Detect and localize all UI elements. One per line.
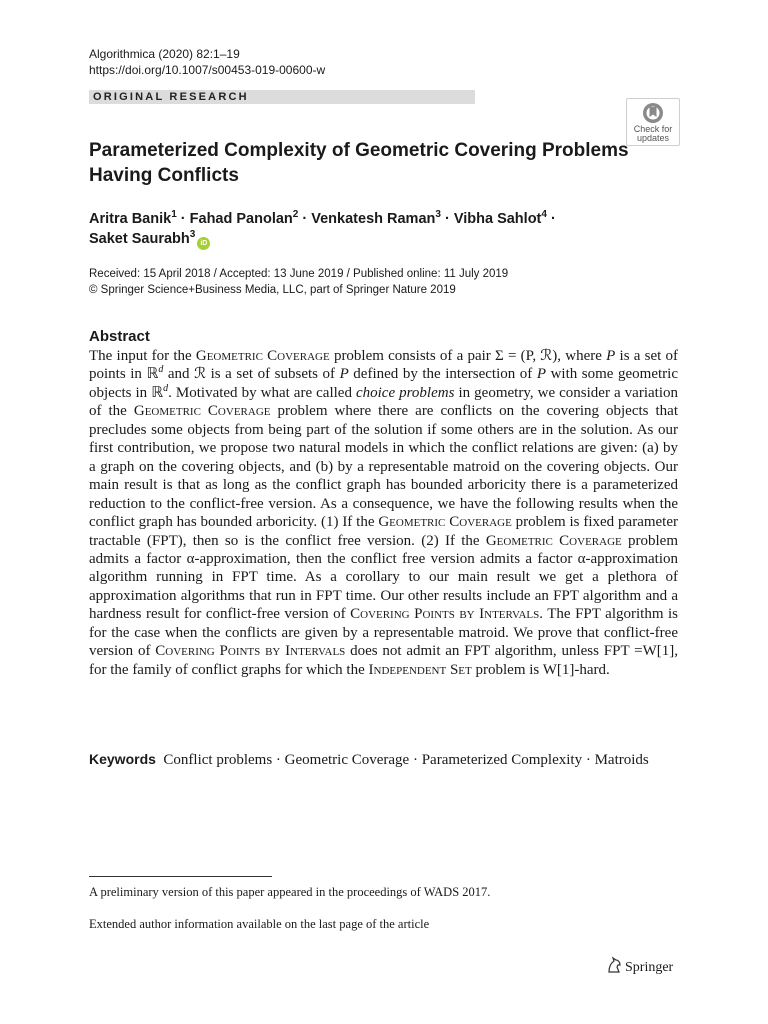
copyright-line: © Springer Science+Business Media, LLC, part of Springer Nature 2019 [89,284,456,296]
author [89,211,177,227]
abstract-text-segment: problem consists of a pair Σ = (P, ℛ), where [329,348,607,364]
problem-name: Geometric Coverage [485,532,622,549]
keyword: Conflict problems [163,752,273,768]
footnote-divider [89,876,272,877]
author-name: Saket Saurabh [89,231,190,247]
author [311,211,441,227]
doi-link[interactable]: https://doi.org/10.1007/s00453-019-00600-w [89,63,326,77]
keywords-label: Keywords [89,751,156,767]
abstract-text-segment: problem admits a factor α-approximation, then the conflict free version admits a factor α-approximation algorithm running in FPT time. As a corollary to our main result we get a plethora of approximation algorithms that run in FPT time. Our other results include an FPT algorithm and a hardness result for conflict-free version of [89,532,678,623]
abstract-text-segment: P [536,366,547,383]
author-name: Vibha Sahlot [453,211,542,227]
abstract-text-segment: P [606,348,616,364]
abstract-text-segment: The input for the [89,348,196,364]
author-separator: · [440,211,454,227]
author [454,211,547,227]
abstract-text-segment: problem is fixed parameter tractable (FPT), then so is the conflict free version. (2) If the [89,514,678,549]
section-bar [89,90,475,104]
author-affiliation: 3 [435,209,441,220]
abstract-text-segment: P [339,366,349,383]
author-separator: · [298,211,312,227]
problem-name: Independent Set [368,661,472,678]
bookmark-icon [641,102,665,124]
problem-name: Geometric Coverage [378,514,512,531]
footnote-preliminary-version: A preliminary version of this paper appeared in the proceedings of WADS 2017. [89,885,491,899]
author [89,231,210,247]
abstract-text-segment: and ℛ is a set of subsets of [163,366,340,383]
keyword-separator: · [272,752,285,768]
date-history: Received: 15 April 2018 / Accepted: 13 June 2019 / Published online: 11 July 2019 [89,268,509,280]
abstract-text-segment: is a set of points in ℝ [89,348,679,383]
keyword: Parameterized Complexity [421,752,583,768]
publisher-logo [606,956,673,977]
problem-name: Covering Points by Intervals [155,643,346,660]
author-affiliation: 2 [292,209,299,220]
orcid-icon[interactable]: iD [197,237,210,250]
paper-title: Parameterized Complexity of Geometric Covering Problems Having Conflicts [89,140,629,186]
abstract-text-segment: defined by the intersection of [348,366,537,383]
abstract-text-segment: in geometry, we consider a variation of the [89,384,678,420]
abstract-text-segment: with some geometric objects in ℝ [89,366,678,401]
abstract-text-segment: problem is W[1]-hard. [471,661,610,678]
abstract-text-segment: problem where there are conflicts on the covering objects that precludes some objects from being part of the solution if some others are in the solution. As our first contribution, we propose two natural models in which the conflict relations are given: (a) by a graph on the covering objects, and (b) by a representable matroid on the covering objects. Our main result is that as long as the conflict graph has bounded arboricity there is a parameterized reduction to the conflict-free version. As a consequence, we have the following results when the conflict graph has bounded arboricity. (1) If the [89,403,678,531]
section-label: ORIGINAL RESEARCH [93,91,249,103]
springer-horse-icon [606,956,622,974]
journal-header [89,46,325,78]
abstract-body [89,347,678,679]
author-list [89,209,649,250]
author-separator: · [176,211,190,227]
footnote-author-info: Extended author information available on the last page of the article [89,917,430,931]
publisher-name: Springer [625,960,674,975]
abstract-text-segment: d [163,382,169,394]
abstract-text-segment: d [158,364,164,376]
author-name: Aritra Banik [89,211,172,227]
journal-citation: Algorithmica (2020) 82:1–19 [89,47,240,61]
author-affiliation: 1 [171,209,177,220]
author-name: Fahad Panolan [189,211,293,227]
author-name: Venkatesh Raman [311,211,436,227]
abstract-text-segment: choice problems [355,384,455,401]
author-affiliation: 4 [541,209,547,220]
abstract-text-segment: . Motivated by what are called [168,384,356,401]
keywords [89,750,678,770]
keyword: Matroids [594,752,649,768]
abstract-heading: Abstract [89,328,150,345]
keyword: Geometric Coverage [284,752,410,768]
publication-dates [89,266,508,298]
problem-name: Covering Points by Intervals [350,606,540,623]
check-updates-label: Check for updates [633,124,673,143]
problem-name: Geometric Coverage [133,403,271,420]
keyword-separator: · [409,752,422,768]
keyword-separator: · [582,752,595,768]
author-affiliation: 3 [189,229,196,240]
abstract-text-segment: does not admit an FPT algorithm, unless FPT =W[1], for the family of conflict graphs for which the [89,643,678,678]
abstract-text-segment: . The FPT algorithm is for the case when the conflicts are given by a representable matroid. We prove that conflict-free version of [89,606,679,660]
author [190,211,299,227]
author-separator: · [546,211,556,227]
keywords-list [163,752,648,768]
problem-name: Geometric Coverage [195,348,330,364]
